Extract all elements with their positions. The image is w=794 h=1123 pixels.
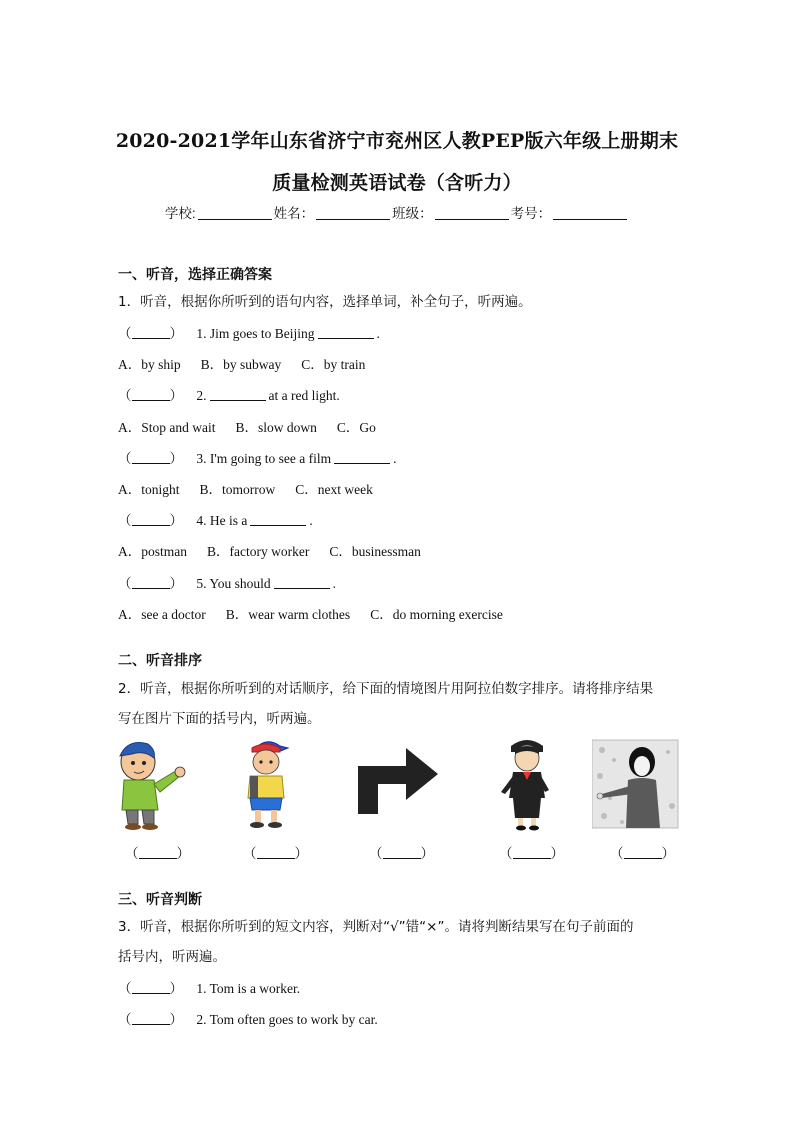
section2-heading: 二、听音排序 [118,653,202,669]
fill-blank[interactable] [210,388,266,401]
fill-blank[interactable] [250,513,306,526]
options-row: A．tonight B．tomorrow C．next week [118,482,373,497]
options-row: A．see a doctor B．wear warm clothes C．do morning exercise [118,607,503,622]
school-label: 学校: [164,206,196,221]
exam-title-line1: 2020-2021学年山东省济宁市兖州区人教PEP版六年级上册期末 [115,130,679,152]
fill-blank[interactable] [274,576,330,589]
question-row: （ ） 2. at a red light. [118,388,340,403]
answer-blank[interactable] [132,326,170,339]
question-row: （ ） 3. I'm going to see a film . [118,451,397,466]
section2-instruction-line1: 2．听音，根据你所听到的对话顺序，给下面的情境图片用阿拉伯数字排序。请将排序结果 [118,681,654,697]
answer-blank[interactable] [624,846,662,859]
question-row: （ ） 4. He is a . [118,513,313,528]
picture3-answer: （ ） [369,846,434,861]
picture2-answer: （ ） [243,846,308,861]
picture1-answer: （ ） [125,846,190,861]
options-row: A．postman B．factory worker C．businessman [118,544,421,559]
options-row: A．Stop and wait B．slow down C．Go [118,420,376,435]
answer-blank[interactable] [383,846,421,859]
woman-pointing-picture [592,736,682,832]
boy-waving-picture [108,736,198,832]
section3-instruction-line2: 括号内，听两遍。 [118,949,226,965]
judgement-row: （ ） 1. Tom is a worker. [118,981,301,996]
name-label: 姓名： [273,206,315,221]
section3-heading: 三、听音判断 [118,892,202,908]
boy-with-cap-picture [226,736,316,832]
number-blank[interactable] [553,205,627,220]
turn-right-arrow-icon [352,736,442,832]
answer-blank[interactable] [132,576,170,589]
exam-title-line2: 质量检测英语试卷（含听力） [272,172,522,194]
class-blank[interactable] [435,205,509,220]
student-info-line [0,202,794,222]
options-row: A．by ship B．by subway C．by train [118,357,366,372]
question-row: （ ） 5. You should . [118,576,337,591]
answer-blank[interactable] [132,513,170,526]
picture4-answer: （ ） [499,846,564,861]
answer-blank[interactable] [257,846,295,859]
section3-instruction-line1: 3．听音，根据你所听到的短文内容，判断对“√”错“×”。请将判断结果写在句子前面的 [118,919,634,935]
name-blank[interactable] [316,205,390,220]
section1-heading: 一、听音，选择正确答案 [118,267,272,283]
answer-blank[interactable] [132,981,170,994]
fill-blank[interactable] [334,451,390,464]
stewardess-picture [483,736,573,832]
answer-blank[interactable] [132,1012,170,1025]
answer-blank[interactable] [139,846,177,859]
answer-blank[interactable] [132,451,170,464]
question-row: （ ） 1. Jim goes to Beijing . [118,326,380,341]
picture5-answer: （ ） [610,846,675,861]
answer-blank[interactable] [513,846,551,859]
judgement-row: （ ） 2. Tom often goes to work by car. [118,1012,378,1027]
class-label: 班级： [392,206,433,221]
number-label: 考号： [510,206,552,221]
school-blank[interactable] [198,205,272,220]
answer-blank[interactable] [132,388,170,401]
fill-blank[interactable] [318,326,374,339]
section2-instruction-line2: 写在图片下面的括号内，听两遍。 [118,711,321,727]
section1-instruction: 1．听音，根据你所听到的语句内容，选择单词，补全句子，听两遍。 [118,294,532,310]
